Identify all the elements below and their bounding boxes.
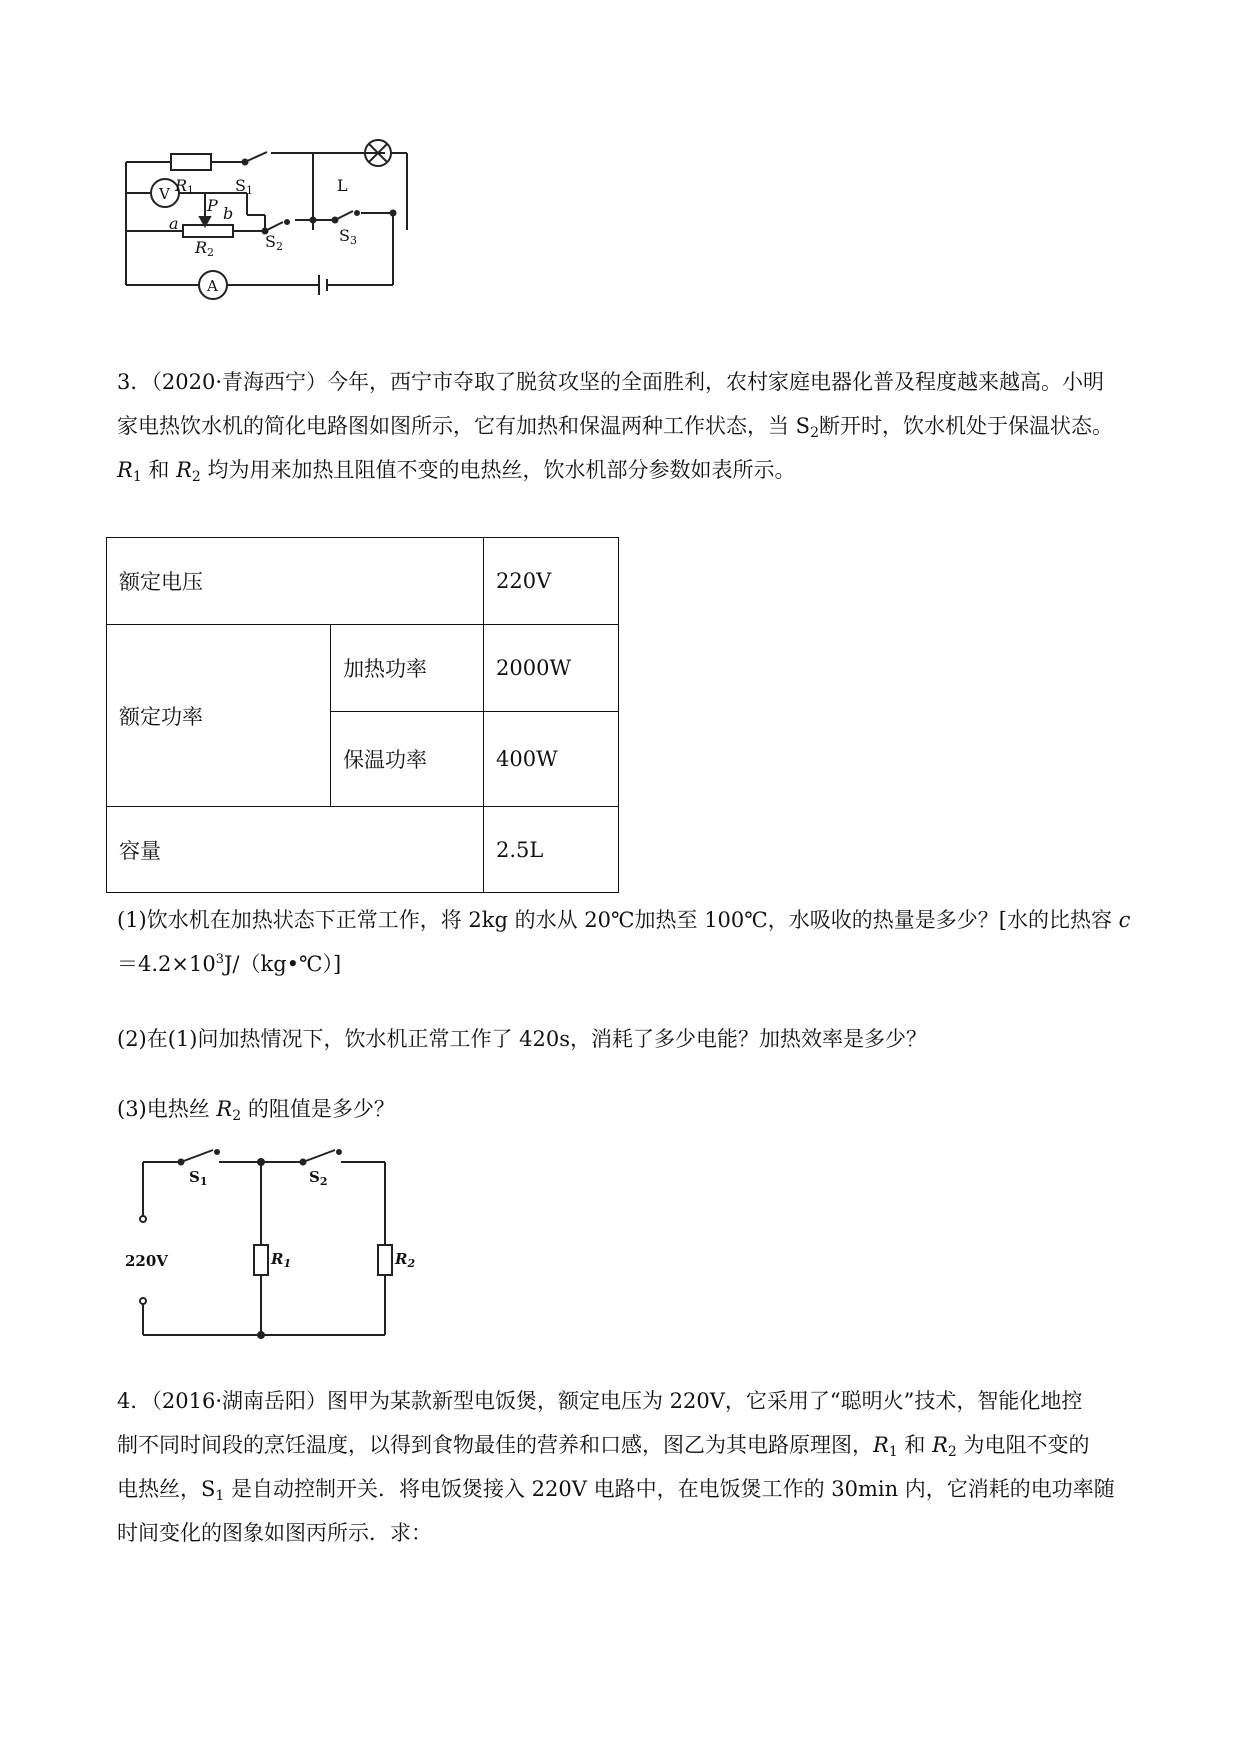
parameter-table (106, 537, 619, 893)
question-3-part-1 (117, 898, 1131, 986)
heating-power-label: 加热功率 (331, 625, 484, 712)
label-slider-p: P (207, 196, 218, 215)
question-3-part-3: (3)电热丝 $R_2$ 的阻值是多少？ (117, 1097, 395, 1124)
circuit-diagram-1 (125, 125, 455, 335)
label-ammeter: A (207, 277, 218, 295)
resistor-r1-symbol (171, 154, 211, 170)
label-r1: R1 (175, 176, 195, 197)
q3-line-3: $R_1$ 和 $R_2$ 均为用来加热且阻值不变的电热丝，饮水机部分参数如表所示。 (117, 458, 796, 485)
resistor-r2-symbol (378, 1245, 392, 1275)
rated-voltage-value: 220V (484, 538, 619, 625)
label-b: b (223, 204, 234, 223)
label-source-voltage: 220V (125, 1252, 168, 1270)
q4-line-1: 4．（2016·湖南岳阳）图甲为某款新型电饭煲，额定电压为 220V，它采用了“聪明火”技术，智能化地控 (117, 1389, 1083, 1413)
capacity-label: 容量 (107, 807, 484, 893)
label-lamp: L (337, 176, 348, 195)
heating-power-value: 2000W (484, 625, 619, 712)
resistor-r2-symbol (183, 225, 233, 237)
resistor-r1-symbol (254, 1245, 268, 1275)
label-a: a (169, 214, 179, 233)
label-r2: R2 (195, 238, 215, 259)
rated-voltage-label: 额定电压 (107, 538, 484, 625)
label-s1: $S_1$ (189, 1168, 208, 1188)
q3-part1-line-2: $=4.2\times 10^3J/(kg•℃)$] (117, 952, 342, 976)
label-s1: S1 (235, 176, 253, 197)
question-3-text (117, 360, 1127, 492)
table-row (107, 538, 619, 625)
keepwarm-power-label: 保温功率 (331, 712, 484, 807)
label-s3: S3 (339, 226, 357, 247)
q3-part1-line-1: (1)饮水机在加热状态下正常工作，将 2kg 的水从 20℃加热至 100℃，水吸收的热量是多少？[水的比热容 c (117, 908, 1131, 932)
q4-line-2: 制不同时间段的烹饪温度，以得到食物最佳的营养和口感，图乙为其电路原理图，$R_1$ 和 $R_2$ 为电阻不变的 (117, 1433, 1090, 1460)
label-s2: $S_2$ (309, 1168, 328, 1188)
label-r2: $R_2$ (395, 1250, 416, 1270)
circuit-diagram-2 (125, 1140, 425, 1340)
label-voltmeter: V (159, 185, 170, 203)
rated-power-label: 额定功率 (107, 625, 331, 807)
q4-line-4: 时间变化的图象如图丙所示．求： (117, 1521, 432, 1545)
q3-line-1: 3．（2020·青海西宁）今年，西宁市夺取了脱贫攻坚的全面胜利，农村家庭电器化普及程度越来越高。小明 (117, 370, 1104, 394)
capacity-value: 2.5L (484, 807, 619, 893)
table-row (107, 807, 619, 893)
table-row (107, 625, 619, 712)
q4-line-3: 电热丝，$S_1$ 是自动控制开关．将电饭煲接入 220V 电路中，在电饭煲工作的 30min 内，它消耗的电功率随 (117, 1477, 1115, 1504)
q3-line-2: 家电热饮水机的简化电路图如图所示，它有加热和保温两种工作状态，当 $S_2$断开时，饮水机处于保温状态。 (117, 414, 1113, 441)
question-4-text (117, 1379, 1127, 1555)
keepwarm-power-value: 400W (484, 712, 619, 807)
label-r1: $R_1$ (271, 1250, 292, 1270)
label-s2: S2 (265, 232, 283, 253)
question-3-part-2: (2)在(1)问加热情况下，饮水机正常工作了 420s，消耗了多少电能？加热效率是多少？ (117, 1027, 928, 1051)
